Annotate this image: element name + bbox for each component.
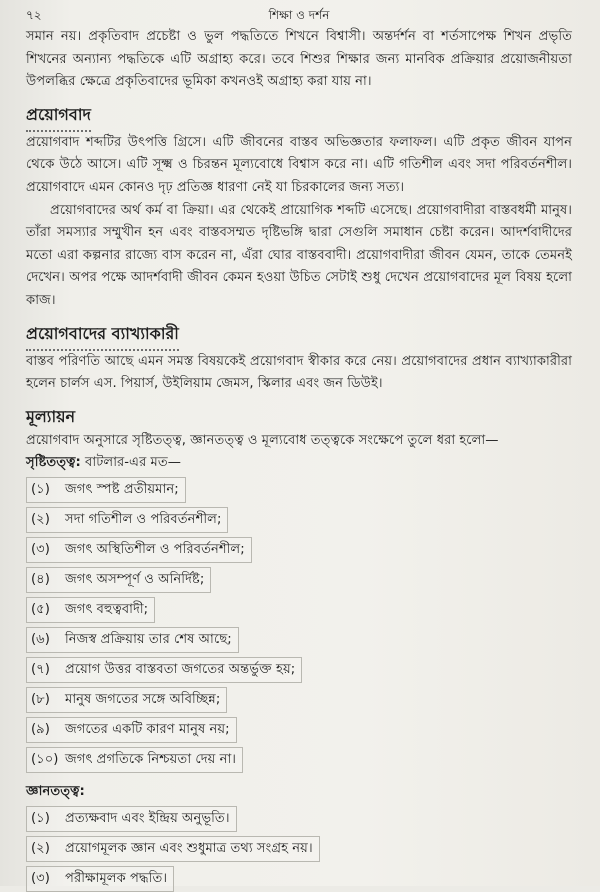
intro-paragraph: সমান নয়। প্রকৃতিবাদ প্রচেষ্টা ও ভুল পদ্ধতিতে শিখনে বিশ্বাসী। অন্তর্দর্শন বা শর্তসাপেক্ষ শিখন প্রভৃতি শিখনের অন্যান্য পদ্ধতিকে এটি অগ্রাহ্য করে। তবে শিশুর শিক্ষার জন্য মানবিক প্রক্রিয়ার প্রয়োজনীয়তা উপলব্ধির ক্ষেত্রে প্রকৃতিবাদের ভূমিকা কখনওই অগ্রাহ্য করা যায় না। (26, 29, 572, 90)
ontology-list (26, 477, 572, 773)
heading-evaluation: মূল্যায়ন (26, 406, 76, 426)
heading-pragmatism: প্রয়োগবাদ (26, 102, 91, 132)
list-item: (২) সদা গতিশীল ও পরিবর্তনশীল; (26, 507, 228, 533)
page-number: ৭২ (26, 8, 42, 22)
list-item: (১০) জগৎ প্রগতিকে নিশ্চয়তা দেয় না। (26, 747, 243, 773)
interpreters-paragraph: বাস্তব পরিণতি আছে এমন সমস্ত বিষয়কেই প্রয়োগবাদ স্বীকার করে নেয়। প্রয়োগবাদের প্রধান ব্যাখ্যাকারীরা হলেন চার্লস এস. পিয়ার্স, উইলিয়াম জেমস, স্কিলার এবং জন ডিউই। (26, 353, 572, 392)
evaluation-paragraph: প্রয়োগবাদ অনুসারে সৃষ্টিতত্ত্ব, জ্ঞানতত্ত্ব ও মূল্যবোধ তত্ত্বকে সংক্ষেপে তুলে ধরা হলো— (26, 432, 499, 448)
running-header (26, 6, 572, 24)
pragmatism-paragraph-2: প্রয়োগবাদের অর্থ কর্ম বা ক্রিয়া। এর থেকেই প্রায়োগিক শব্দটি এসেছে। প্রয়োগবাদীরা বাস্তবধর্মী মানুষ। তাঁরা সমস্যার সম্মুখীন হন এবং বাস্তবসম্মত দৃষ্টিভঙ্গি দ্বারা সেগুলি সমাধান চেষ্টা করেন। আদর্শবাদীদের মতো এরা কল্পনার রাজ্যে বাস করেন না, এঁরা ঘোর বাস্তববাদী। প্রয়োগবাদীরা জীবন যেমন, তাকে তেমনই দেখেন। অপর পক্ষে আদর্শবাদী জীবন কেমন হওয়া উচিত সেটাই শুধু দেখেন প্রয়োগবাদের মূল বিষয় হলো কাজ। (26, 202, 572, 308)
ontology-subheading (26, 452, 572, 475)
epistemology-subheading (26, 781, 572, 804)
list-item: (৮) মানুষ জগতের সঙ্গে অবিচ্ছিন্ন; (26, 687, 227, 713)
heading-interpreters: প্রয়োগবাদের ব্যাখ্যাকারী (26, 321, 179, 351)
epistemology-label: জ্ঞানতত্ত্ব: (26, 783, 85, 799)
list-item: (৫) জগৎ বহুত্ববাদী; (26, 597, 155, 623)
list-item: (১) জগৎ স্পষ্ট প্রতীয়মান; (26, 477, 186, 503)
list-item: (৯) জগতের একটি কারণ মানুষ নয়; (26, 717, 237, 743)
ontology-suffix: বাটলার-এর মত— (80, 455, 181, 471)
book-title: শিক্ষা ও দর্শন (268, 8, 330, 22)
list-item: (৭) প্রয়োগ উত্তর বাস্তবতা জগতের অন্তর্ভুক্ত হয়; (26, 657, 302, 683)
pragmatism-paragraph-1: প্রয়োগবাদ শব্দটির উৎপত্তি গ্রিসে। এটি জীবনের বাস্তব অভিজ্ঞতার ফলাফল। এটি প্রকৃত জীবন যাপন থেকে উঠে আসে। এটি সূক্ষ্ম ও চিরন্তন মূল্যবোধে বিশ্বাস করে না। এটি গতিশীল এবং সদা পরিবর্তনশীল। প্রয়োগবাদে এমন কোনও দৃঢ় প্রতিজ্ঞ ধারণা নেই যা চিরকালের জন্য সত্য। (26, 134, 572, 195)
list-item: (৬) নিজস্ব প্রক্রিয়ায় তার শেষ আছে; (26, 627, 239, 653)
ontology-label: সৃষ্টিতত্ত্ব: (26, 455, 81, 471)
list-item: (২) প্রয়োগমূলক জ্ঞান এবং শুধুমাত্র তথ্য সংগ্রহ নয়। (26, 836, 320, 862)
list-item: (৪) জগৎ অসম্পূর্ণ ও অনির্দিষ্ট; (26, 567, 211, 593)
list-item: (৩) পরীক্ষামূলক পদ্ধতি। (26, 866, 174, 892)
list-item: (১) প্রত্যক্ষবাদ এবং ইন্দ্রিয় অনুভূতি। (26, 806, 237, 832)
epistemology-list (26, 806, 572, 892)
list-item: (৩) জগৎ অস্থিতিশীল ও পরিবর্তনশীল; (26, 537, 252, 563)
